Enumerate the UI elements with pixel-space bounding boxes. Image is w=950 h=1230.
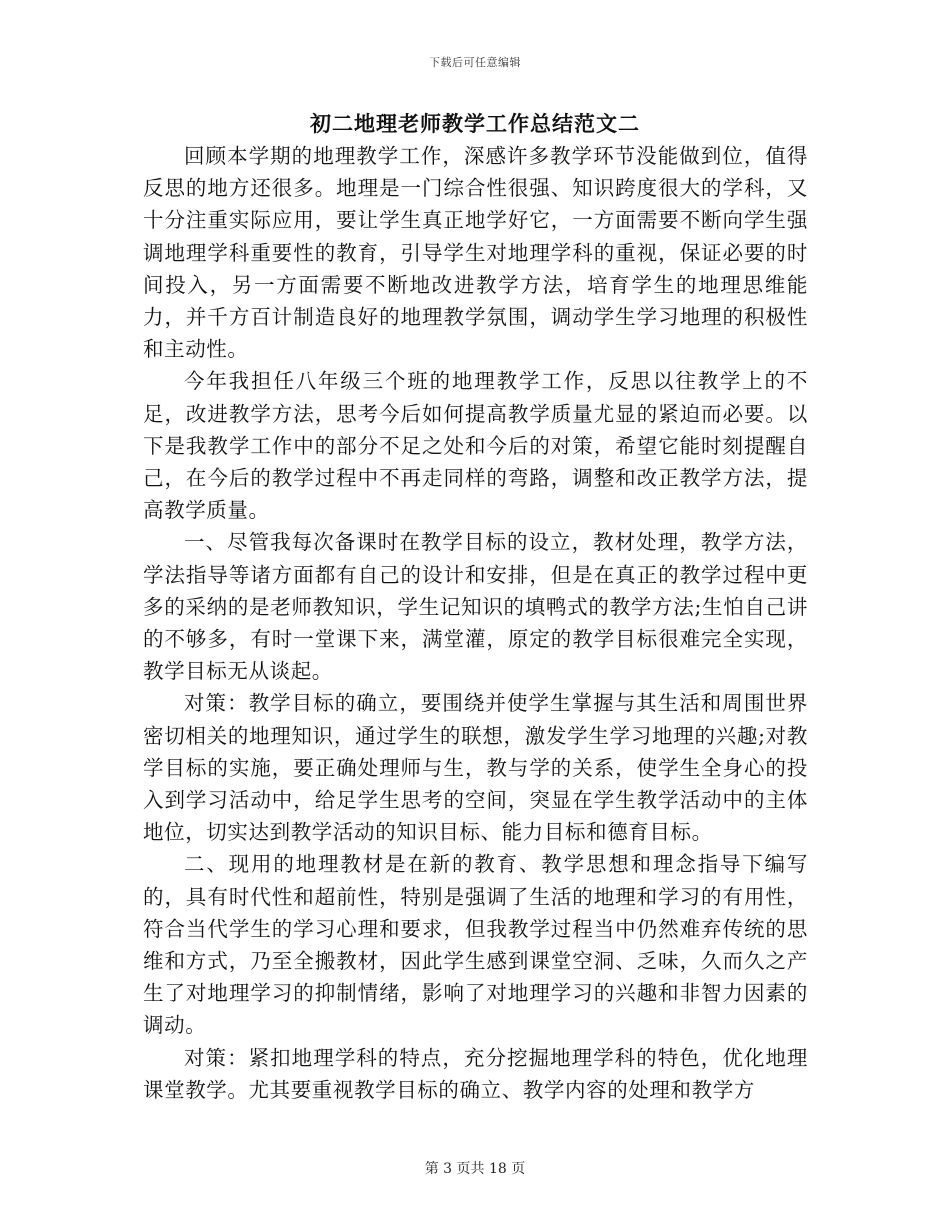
paragraph: 今年我担任八年级三个班的地理教学工作，反思以往教学上的不足，改进教学方法，思考今后如何提高教学质量尤显的紧迫而必要。以下是我教学工作中的部分不足之处和今后的对策，希望它能时刻提醒自己，在今后的教学过程中不再走同样的弯路，调整和改正教学方法，提高教学质量。 xyxy=(143,369,808,523)
paragraph: 一、尽管我每次备课时在教学目标的设立，教材处理，教学方法，学法指导等诸方面都有自己的设计和安排，但是在真正的教学过程中更多的采纳的是老师教知识，学生记知识的填鸭式的教学方法;生怕自己讲的不够多，有时一堂课下来，满堂灌，原定的教学目标很难完全实现，教学目标无从谈起。 xyxy=(143,530,808,684)
paragraph: 二、现用的地理教材是在新的教育、教学思想和理念指导下编写的，具有时代性和超前性，特别是强调了生活的地理和学习的有用性，符合当代学生的学习心理和要求，但我教学过程当中仍然难弃传统的思维和方式，乃至全搬教材，因此学生感到课堂空洞、乏味，久而久之产生了对地理学习的抑制情绪，影响了对地理学习的兴趣和非智力因素的调动。 xyxy=(143,852,808,1038)
document-body xyxy=(143,140,808,1106)
document-title: 初二地理老师教学工作总结范文二 xyxy=(310,111,640,136)
paragraph: 回顾本学期的地理教学工作，深感许多教学环节没能做到位，值得反思的地方还很多。地理是一门综合性很强、知识跨度很大的学科，又十分注重实际应用，要让学生真正地学好它，一方面需要不断向学生强调地理学科重要性的教育，引导学生对地理学科的重视，保证必要的时间投入，另一方面需要不断地改进教学方法，培育学生的地理思维能力，并千方百计制造良好的地理教学氛围，调动学生学习地理的积极性和主动性。 xyxy=(143,144,808,362)
paragraph: 对策：紧扣地理学科的特点，充分挖掘地理学科的特色，优化地理课堂教学。尤其要重视教学目标的确立、教学内容的处理和教学方 xyxy=(143,1045,808,1102)
page-number-footer: 第 3 页共 18 页 xyxy=(424,1161,526,1177)
paragraph: 对策：教学目标的确立，要围绕并使学生掌握与其生活和周围世界密切相关的地理知识，通过学生的联想，激发学生学习地理的兴趣;对教学目标的实施，要正确处理师与生，教与学的关系，使学生全身心的投入到学习活动中，给足学生思考的空间，突显在学生教学活动中的主体地位，切实达到教学活动的知识目标、能力目标和德育目标。 xyxy=(143,691,808,845)
header-note: 下载后可任意编辑 xyxy=(429,56,521,69)
